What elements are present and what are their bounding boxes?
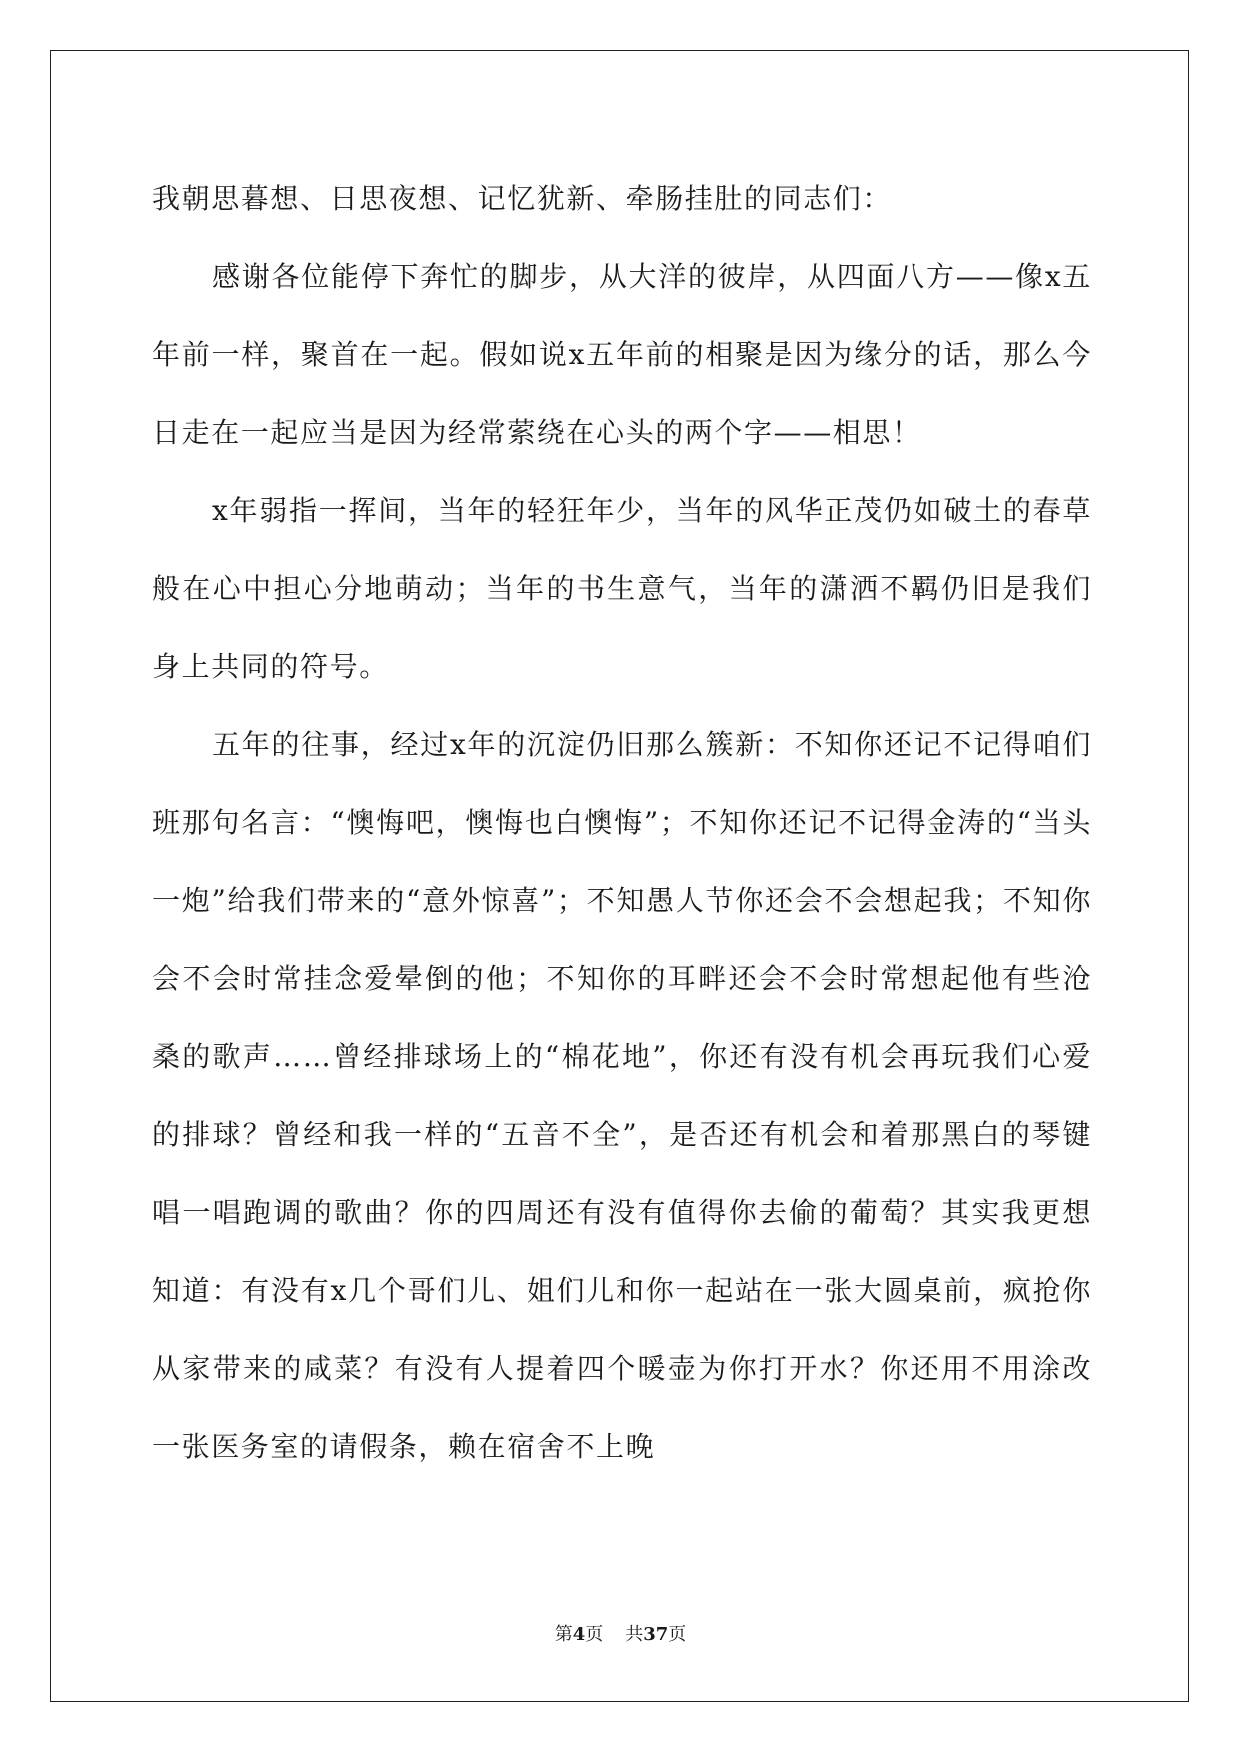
body-paragraph: 五年的往事，经过x年的沉淀仍旧那么簇新：不知你还记不记得咱们班那句名言：“懊悔吧，懊悔也白懊悔”；不知你还记不记得金涛的“当头一炮”给我们带来的“意外惊喜”；不知愚人节你还会不会想起我；不知你会不会时常挂念爱晕倒的他；不知你的耳畔还会不会时常想起他有些沧桑的歌声……曾经排球场上的“棉花地”，你还有没有机会再玩我们心爱的排球？曾经和我一样的“五音不全”，是否还有机会和着那黑白的琴键唱一唱跑调的歌曲？你的四周还有没有值得你去偷的葡萄？其实我更想知道：有没有x几个哥们儿、姐们儿和你一起站在一张大圆桌前，疯抢你从家带来的咸菜？有没有人提着四个暖壶为你打开水？你还用不用涂改一张医务室的请假条，赖在宿舍不上晚 [152,728,1092,1463]
page-suffix: 页 [585,1624,604,1645]
total-pages: 37 [643,1624,669,1645]
body-paragraph: x年弱指一挥间，当年的轻狂年少，当年的风华正茂仍如破土的春草般在心中担心分地萌动；当年的书生意气，当年的潇洒不羁仍旧是我们身上共同的符号。 [152,494,1092,683]
page-number: 4 [572,1624,586,1645]
page-footer [0,1620,1241,1646]
page-prefix: 第 [554,1624,573,1645]
total-suffix: 页 [668,1624,687,1645]
document-body [152,160,1092,1486]
salutation-paragraph: 我朝思暮想、日思夜想、记忆犹新、牵肠挂肚的同志们： [152,182,893,215]
total-prefix: 共 [625,1624,644,1645]
body-paragraph: 感谢各位能停下奔忙的脚步，从大洋的彼岸，从四面八方——像x五年前一样，聚首在一起。假如说x五年前的相聚是因为缘分的话，那么今日走在一起应当是因为经常萦绕在心头的两个字——相思！ [152,260,1092,449]
